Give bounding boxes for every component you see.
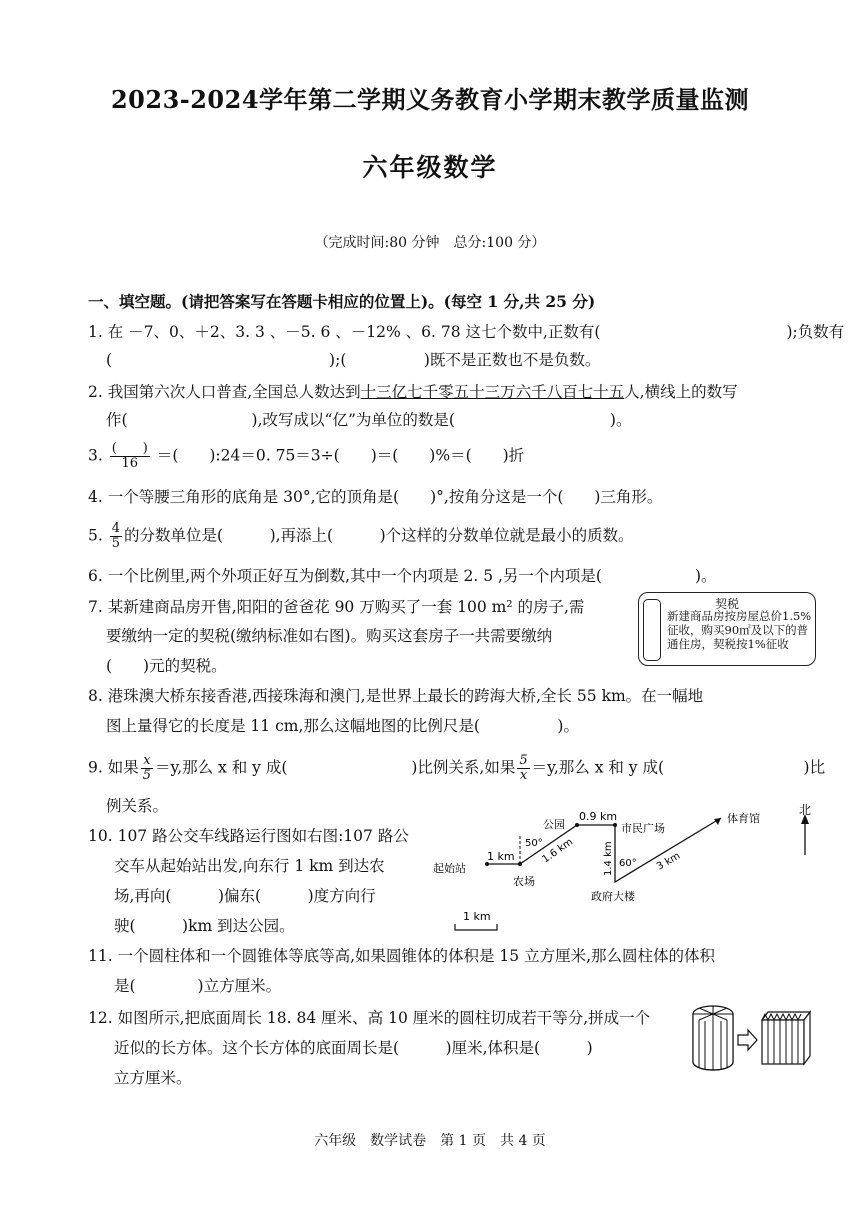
question-3-numerator: ( ) — [111, 441, 148, 456]
cylinder-to-cuboid-figure — [690, 1002, 820, 1074]
park-label: 公园 — [543, 818, 565, 831]
question-10-line-2: 交车从起始站出发,向东行 1 km 到达农 — [114, 857, 385, 875]
question-2-line-1 — [88, 382, 738, 402]
cuboid-figure — [762, 1012, 810, 1064]
question-7-line-3: ( )元的契税。 — [106, 657, 227, 675]
start-label: 起始站 — [433, 862, 466, 875]
question-3-prefix: 3. — [88, 446, 103, 465]
question-3-denominator: 16 — [121, 456, 139, 471]
question-5-numerator: 4 — [111, 521, 121, 536]
question-1-line-2: ( );( )既不是正数也不是负数。 — [106, 351, 601, 369]
gym-label: 体育馆 — [727, 812, 760, 825]
question-10-line-4: 驶( )km 到达公园。 — [114, 917, 295, 935]
section-heading: 一、填空题。(请把答案写在答题卡相应的位置上)。(每空 1 分,共 25 分) — [88, 292, 596, 311]
distance-start-farm: 1 km — [487, 850, 515, 863]
tax-notice-scroll — [638, 592, 816, 666]
question-12-line-1: 12. 如图所示,把底面周长 18. 84 厘米、高 10 厘米的圆柱切成若干等分,拼成一个 — [88, 1009, 651, 1027]
question-8-line-2: 图上量得它的长度是 11 cm,那么这幅地图的比例尺是( )。 — [106, 717, 579, 735]
scale-bar — [455, 924, 497, 930]
question-9-fraction-2-numerator: 5 — [519, 753, 528, 768]
question-7-line-2: 要缴纳一定的契税(缴纳标准如右图)。购买这套房子一共需要缴纳 — [106, 627, 553, 645]
question-2-text-b: 人,横线上的数写 — [624, 383, 738, 401]
distance-farm-park: 1.6 km — [540, 836, 576, 866]
question-11-line-1: 11. 一个圆柱体和一个圆锥体等底等高,如果圆锥体的体积是 15 立方厘米,那么圆柱体的体积 — [88, 947, 716, 965]
exam-title: 2023-2024学年第二学期义务教育小学期末教学质量监测 — [110, 85, 750, 114]
plaza-label: 市民广场 — [621, 822, 665, 835]
park-point — [575, 823, 579, 827]
north-label: 北 — [799, 803, 812, 817]
gov-label: 政府大楼 — [591, 890, 635, 903]
question-3-rest: ＝( ):24＝0. 75＝3÷( )＝( )%＝( )折 — [156, 446, 525, 465]
scale-label: 1 km — [463, 910, 491, 923]
question-9-text-c: ＝y,那么 x 和 y 成( )比 — [531, 758, 826, 777]
question-9-fraction-1-numerator: x — [141, 754, 153, 769]
question-9-fraction-1 — [141, 754, 153, 783]
cylinder-figure — [693, 1006, 733, 1070]
time-info: （完成时间:80 分钟 总分:100 分） — [314, 235, 546, 251]
distance-park-plaza: 0.9 km — [579, 810, 618, 823]
question-10-line-3: 场,再向( )偏东( )度方向行 — [114, 887, 376, 905]
question-9-text-b: ＝y,那么 x 和 y 成( )比例关系,如果 — [155, 758, 516, 777]
question-6: 6. 一个比例里,两个外项正好互为倒数,其中一个内项是 2. 5 ,另一个内项是( )。 — [88, 567, 717, 585]
question-4: 4. 一个等腰三角形的底角是 30°,它的顶角是( )°,按角分这是一个( )三角形。 — [88, 488, 663, 506]
question-5-fraction — [110, 522, 122, 551]
question-5 — [88, 522, 634, 551]
question-7-line-1: 7. 某新建商品房开售,阳阳的爸爸花 90 万购买了一套 100 m² 的房子,需 — [88, 598, 585, 616]
angle-farm: 50° — [525, 838, 543, 849]
question-12-line-2: 近似的长方体。这个长方体的底面周长是( )厘米,体积是( ) — [114, 1039, 593, 1057]
question-8-line-1: 8. 港珠澳大桥东接香港,西接珠海和澳门,是世界上最长的跨海大桥,全长 55 km。在一幅地 — [88, 687, 704, 705]
question-9-text-a: 9. 如果 — [88, 758, 139, 777]
question-2-line-2: 作( ),改写成以“亿”为单位的数是( )。 — [106, 411, 632, 429]
question-10-line-1: 10. 107 路公交车线路运行图如右图:107 路公 — [88, 827, 409, 845]
distance-plaza-gov: 1.4 km — [603, 841, 614, 876]
tax-notice-title: 契税 — [714, 597, 739, 611]
tax-notice-text: 新建商品房按房屋总价1.5%征收，购买90㎡及以下的普通住房，契税按1%征收 — [667, 609, 812, 651]
question-5-prefix: 5. — [88, 526, 103, 545]
bus-route-map — [425, 800, 825, 940]
question-1-line-1: 1. 在 －7、0、＋2、3. 3 、－5. 6 、－12% 、6. 78 这七个数中,正数有( );负数有 — [88, 323, 845, 341]
question-3 — [88, 442, 524, 471]
question-9-line-1 — [88, 754, 825, 783]
distance-gov-gym: 3 km — [655, 850, 683, 873]
question-3-fraction — [110, 442, 150, 471]
question-5-denominator: 5 — [111, 536, 121, 551]
question-9-fraction-2 — [517, 754, 529, 783]
transform-arrow — [738, 1030, 757, 1050]
page-footer: 六年级 数学试卷 第 1 页 共 4 页 — [314, 1133, 546, 1149]
question-11-line-2: 是( )立方厘米。 — [114, 977, 282, 995]
question-2-text-a: 2. 我国第六次人口普查,全国总人数达到 — [88, 383, 361, 401]
angle-gov: 60° — [619, 858, 637, 869]
farm-label: 农场 — [513, 875, 535, 888]
plaza-point — [613, 823, 617, 827]
question-9-line-2: 例关系。 — [106, 797, 169, 815]
question-9-fraction-2-denominator: x — [519, 768, 528, 783]
question-9-fraction-1-denominator: 5 — [142, 768, 151, 783]
question-5-rest: 的分数单位是( ),再添上( )个这样的分数单位就是最小的质数。 — [124, 526, 634, 545]
question-12-line-3: 立方厘米。 — [114, 1069, 192, 1087]
exam-subtitle: 六年级数学 — [362, 153, 498, 182]
question-2-underlined-number: 十三亿七千零五十三万六千八百七十五 — [360, 383, 625, 401]
